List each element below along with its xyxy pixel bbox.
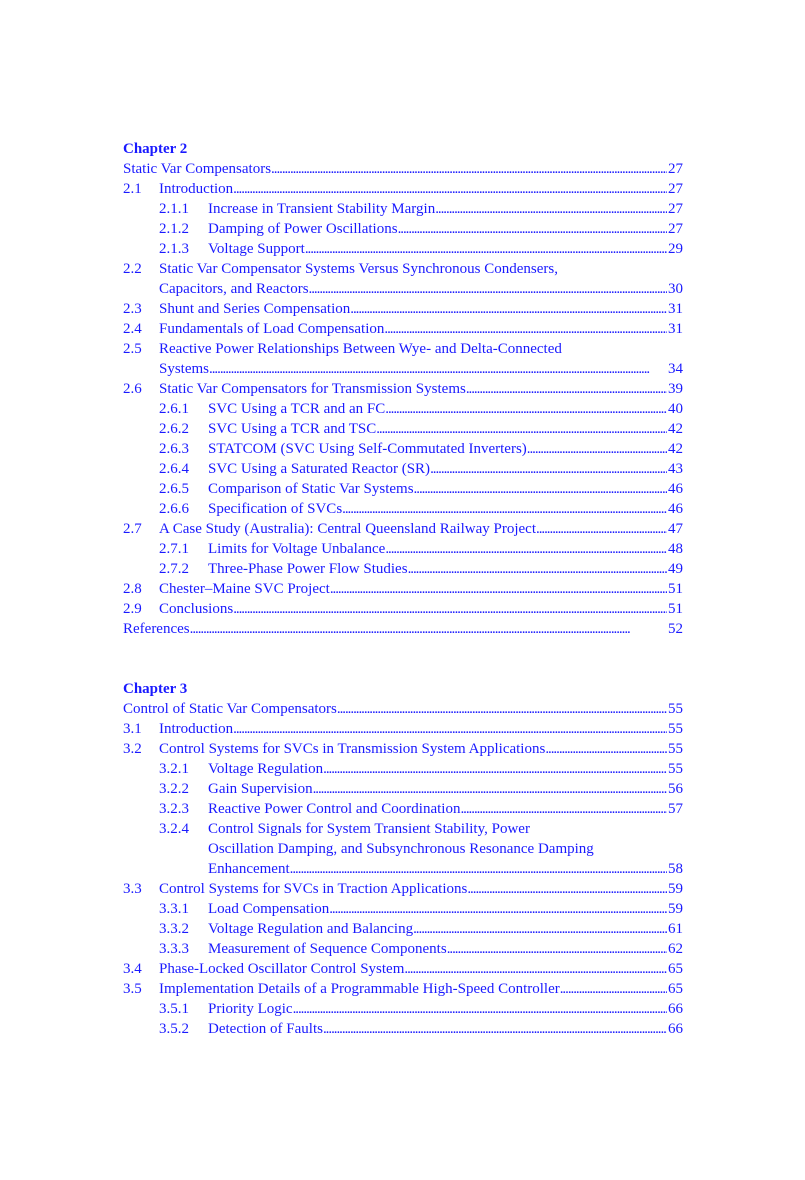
toc-entry[interactable] xyxy=(123,779,683,799)
toc-entry[interactable] xyxy=(123,619,683,639)
title-text: Increase in Transient Stability Margin xyxy=(208,201,436,217)
title-text: SVC Using a TCR and TSC xyxy=(208,421,377,437)
toc-entry[interactable] xyxy=(123,459,683,479)
entry-title xyxy=(159,879,683,899)
toc-entry[interactable] xyxy=(123,1019,683,1039)
section-number: 2.6.2 xyxy=(159,421,189,437)
page-number[interactable]: 51 xyxy=(668,581,683,597)
title-text: Voltage Regulation xyxy=(208,761,324,777)
toc-entry[interactable] xyxy=(123,799,683,819)
title-line xyxy=(208,479,683,499)
dot-leader xyxy=(404,959,667,979)
entry-title xyxy=(123,619,683,639)
title-line xyxy=(159,379,683,399)
entry-title xyxy=(208,399,683,419)
toc-entry[interactable] xyxy=(123,899,683,919)
entry-title xyxy=(123,699,683,719)
dot-leader xyxy=(435,199,667,219)
section-number: 3.2 xyxy=(123,741,142,757)
page-number[interactable]: 48 xyxy=(668,541,683,557)
entry-title xyxy=(159,959,683,979)
title-line xyxy=(159,179,683,199)
entry-title xyxy=(159,319,683,339)
dot-leader xyxy=(408,559,667,579)
title-line xyxy=(208,459,683,479)
toc-entry[interactable] xyxy=(123,959,683,979)
toc-entry[interactable] xyxy=(123,399,683,419)
page-number[interactable]: 29 xyxy=(668,241,683,257)
title-line xyxy=(159,979,683,999)
table-of-contents xyxy=(123,139,683,1079)
toc-entry[interactable] xyxy=(123,239,683,259)
dot-leader xyxy=(545,739,667,759)
title-text: Control Signals for System Transient Stability, Power xyxy=(208,821,530,837)
section-number: 3.4 xyxy=(123,961,142,977)
section-number: 3.5.2 xyxy=(159,1021,189,1037)
title-text: Static Var Compensators xyxy=(123,161,272,177)
section-number: 3.2.3 xyxy=(159,801,189,817)
toc-entry[interactable] xyxy=(123,339,683,379)
title-text: Systems xyxy=(159,361,210,377)
title-line xyxy=(208,419,683,439)
title-text: A Case Study (Australia): Central Queensland Railway Project xyxy=(159,521,536,537)
toc-entry[interactable] xyxy=(123,499,683,519)
entry-title xyxy=(208,759,683,779)
title-text: Fundamentals of Load Compensation xyxy=(159,321,385,337)
page-number[interactable]: 42 xyxy=(668,441,683,457)
title-line xyxy=(208,839,683,859)
dot-leader xyxy=(313,779,667,799)
page-number[interactable]: 47 xyxy=(668,521,683,537)
entry-title xyxy=(159,259,683,299)
dot-leader xyxy=(430,459,667,479)
title-text: Detection of Faults xyxy=(208,1021,323,1037)
toc-entry[interactable] xyxy=(123,579,683,599)
title-text: Comparison of Static Var Systems xyxy=(208,481,414,497)
page-number[interactable]: 57 xyxy=(668,801,683,817)
title-text: Load Compensation xyxy=(208,901,330,917)
dot-leader xyxy=(560,979,667,999)
title-line xyxy=(159,319,683,339)
page-number[interactable]: 55 xyxy=(668,721,683,737)
title-text: Priority Logic xyxy=(208,1001,293,1017)
title-line xyxy=(208,799,683,819)
title-text: Voltage Support xyxy=(208,241,305,257)
toc-entry[interactable] xyxy=(123,479,683,499)
title-line xyxy=(208,779,683,799)
dot-leader xyxy=(337,699,667,719)
title-text: STATCOM (SVC Using Self-Commutated Inverters) xyxy=(208,441,527,457)
section-number: 3.2.4 xyxy=(159,821,189,837)
dot-leader xyxy=(527,439,667,459)
page-number[interactable]: 27 xyxy=(668,161,683,177)
page-number[interactable]: 62 xyxy=(668,941,683,957)
page-number[interactable]: 34 xyxy=(668,361,683,377)
page-number[interactable]: 55 xyxy=(668,701,683,717)
chapter-heading: Chapter 3 xyxy=(123,681,188,697)
title-line xyxy=(159,739,683,759)
page-number[interactable]: 40 xyxy=(668,401,683,417)
title-text: Three-Phase Power Flow Studies xyxy=(208,561,408,577)
title-text: Static Var Compensators for Transmission Systems xyxy=(159,381,466,397)
title-line xyxy=(208,899,683,919)
entry-title xyxy=(123,159,683,179)
entry-title xyxy=(208,539,683,559)
toc-entry[interactable] xyxy=(123,159,683,179)
entry-title xyxy=(208,219,683,239)
entry-title xyxy=(159,519,683,539)
dot-leader xyxy=(293,999,667,1019)
title-text: Capacitors, and Reactors xyxy=(159,281,309,297)
title-line xyxy=(208,759,683,779)
title-line xyxy=(123,619,683,639)
toc-entry[interactable] xyxy=(123,699,683,719)
title-line xyxy=(159,359,683,379)
chapter-section xyxy=(123,139,683,639)
title-text: Chester–Maine SVC Project xyxy=(159,581,330,597)
dot-leader xyxy=(385,539,667,559)
title-line xyxy=(208,199,683,219)
toc-entry[interactable] xyxy=(123,979,683,999)
page-number[interactable]: 59 xyxy=(668,901,683,917)
entry-title xyxy=(208,779,683,799)
entry-title xyxy=(208,199,683,219)
title-line xyxy=(159,279,683,299)
dot-leader xyxy=(209,359,667,379)
section-number: 2.6.4 xyxy=(159,461,189,477)
title-line xyxy=(208,219,683,239)
title-line xyxy=(208,539,683,559)
entry-title xyxy=(208,799,683,819)
toc-entry[interactable] xyxy=(123,819,683,879)
section-number: 3.5 xyxy=(123,981,142,997)
page-number[interactable]: 42 xyxy=(668,421,683,437)
page-number[interactable]: 56 xyxy=(668,781,683,797)
page-number[interactable]: 30 xyxy=(668,281,683,297)
page-number[interactable]: 51 xyxy=(668,601,683,617)
toc-entry[interactable] xyxy=(123,219,683,239)
dot-leader xyxy=(329,899,667,919)
section-number: 2.6.1 xyxy=(159,401,189,417)
toc-entry[interactable] xyxy=(123,299,683,319)
page-number[interactable]: 61 xyxy=(668,921,683,937)
entry-title xyxy=(159,179,683,199)
title-text: Shunt and Series Compensation xyxy=(159,301,351,317)
entry-title xyxy=(208,1019,683,1039)
section-number: 2.1.3 xyxy=(159,241,189,257)
entry-title xyxy=(208,939,683,959)
toc-entry[interactable] xyxy=(123,999,683,1019)
dot-leader xyxy=(460,799,667,819)
section-number: 2.1 xyxy=(123,181,142,197)
section-number: 2.7.1 xyxy=(159,541,189,557)
page-number[interactable]: 27 xyxy=(668,201,683,217)
title-text: Gain Supervision xyxy=(208,781,313,797)
toc-entry[interactable] xyxy=(123,439,683,459)
title-text: Control Systems for SVCs in Traction Applications xyxy=(159,881,468,897)
entry-title xyxy=(208,919,683,939)
section-number: 3.3.1 xyxy=(159,901,189,917)
dot-leader xyxy=(330,579,667,599)
title-text: Conclusions xyxy=(159,601,234,617)
page-number[interactable]: 27 xyxy=(668,221,683,237)
section-number: 2.5 xyxy=(123,341,142,357)
section-number: 3.3.3 xyxy=(159,941,189,957)
entry-title xyxy=(208,999,683,1019)
title-line xyxy=(208,499,683,519)
section-number: 2.1.1 xyxy=(159,201,189,217)
section-number: 2.3 xyxy=(123,301,142,317)
entry-title xyxy=(159,339,683,379)
title-line xyxy=(159,299,683,319)
toc-entry[interactable] xyxy=(123,179,683,199)
entry-title xyxy=(159,299,683,319)
page-number[interactable]: 58 xyxy=(668,861,683,877)
entry-title xyxy=(208,499,683,519)
title-line xyxy=(208,999,683,1019)
title-line xyxy=(159,519,683,539)
title-line xyxy=(208,239,683,259)
dot-leader xyxy=(305,239,667,259)
section-number: 2.8 xyxy=(123,581,142,597)
title-line xyxy=(159,339,683,359)
dot-leader xyxy=(233,179,667,199)
title-line xyxy=(159,259,683,279)
toc-entry[interactable] xyxy=(123,199,683,219)
entry-title xyxy=(208,559,683,579)
dot-leader xyxy=(398,219,667,239)
dot-leader xyxy=(290,859,667,879)
title-line xyxy=(208,439,683,459)
entry-title xyxy=(159,719,683,739)
dot-leader xyxy=(309,279,667,299)
section-number: 2.9 xyxy=(123,601,142,617)
dot-leader xyxy=(350,299,667,319)
title-line xyxy=(159,599,683,619)
dot-leader xyxy=(413,919,667,939)
title-line xyxy=(208,859,683,879)
toc-entry[interactable] xyxy=(123,519,683,539)
dot-leader xyxy=(467,879,667,899)
dot-leader xyxy=(376,419,667,439)
toc-entry[interactable] xyxy=(123,759,683,779)
page-number[interactable]: 59 xyxy=(668,881,683,897)
section-number: 2.2 xyxy=(123,261,142,277)
title-text: SVC Using a Saturated Reactor (SR) xyxy=(208,461,431,477)
entry-title xyxy=(208,459,683,479)
dot-leader xyxy=(233,599,667,619)
entry-title xyxy=(159,579,683,599)
section-number: 2.7 xyxy=(123,521,142,537)
toc-entry[interactable] xyxy=(123,319,683,339)
title-line xyxy=(208,399,683,419)
title-text: Implementation Details of a Programmable High-Speed Controller xyxy=(159,981,560,997)
toc-entry[interactable] xyxy=(123,879,683,899)
section-number: 2.1.2 xyxy=(159,221,189,237)
section-number: 2.6.6 xyxy=(159,501,189,517)
chapter-section xyxy=(123,679,683,1039)
section-number: 2.4 xyxy=(123,321,142,337)
dot-leader xyxy=(414,479,667,499)
toc-entry[interactable] xyxy=(123,419,683,439)
page-number[interactable]: 31 xyxy=(668,321,683,337)
dot-leader xyxy=(323,1019,667,1039)
title-text: Reactive Power Relationships Between Wye- and Delta-Connected xyxy=(159,341,562,357)
dot-leader xyxy=(190,619,667,639)
page-number[interactable]: 39 xyxy=(668,381,683,397)
page-number[interactable]: 65 xyxy=(668,961,683,977)
toc-entry[interactable] xyxy=(123,719,683,739)
section-number: 3.3.2 xyxy=(159,921,189,937)
page-number[interactable]: 55 xyxy=(668,761,683,777)
dot-leader xyxy=(323,759,667,779)
dot-leader xyxy=(466,379,667,399)
title-text: Control Systems for SVCs in Transmission System Applications xyxy=(159,741,546,757)
title-text: SVC Using a TCR and an FC xyxy=(208,401,386,417)
toc-entry[interactable] xyxy=(123,379,683,399)
toc-entry[interactable] xyxy=(123,599,683,619)
section-number: 2.6.3 xyxy=(159,441,189,457)
chapter-heading: Chapter 2 xyxy=(123,141,188,157)
title-line xyxy=(208,1019,683,1039)
section-number: 3.1 xyxy=(123,721,142,737)
entry-title xyxy=(159,379,683,399)
title-text: Static Var Compensator Systems Versus Synchronous Condensers, xyxy=(159,261,559,277)
dot-leader xyxy=(271,159,667,179)
title-line xyxy=(208,559,683,579)
dot-leader xyxy=(384,319,667,339)
title-text: Control of Static Var Compensators xyxy=(123,701,337,717)
section-number: 3.5.1 xyxy=(159,1001,189,1017)
dot-leader xyxy=(385,399,667,419)
dot-leader xyxy=(233,719,667,739)
toc-entry[interactable] xyxy=(123,539,683,559)
title-text: Oscillation Damping, and Subsynchronous Resonance Damping xyxy=(208,841,594,857)
title-text: Enhancement xyxy=(208,861,290,877)
entry-title xyxy=(159,599,683,619)
title-text: References xyxy=(123,621,190,637)
title-line xyxy=(159,719,683,739)
title-text: Limits for Voltage Unbalance xyxy=(208,541,386,557)
section-number: 3.2.1 xyxy=(159,761,189,777)
title-line xyxy=(208,939,683,959)
toc-entry[interactable] xyxy=(123,739,683,759)
page-number[interactable]: 27 xyxy=(668,181,683,197)
entry-title xyxy=(208,419,683,439)
title-line xyxy=(159,579,683,599)
page-number[interactable]: 46 xyxy=(668,501,683,517)
entry-title xyxy=(159,979,683,999)
title-line xyxy=(123,159,683,179)
toc-entry[interactable] xyxy=(123,939,683,959)
section-number: 3.2.2 xyxy=(159,781,189,797)
page-number[interactable]: 52 xyxy=(668,621,683,637)
title-text: Introduction xyxy=(159,721,234,737)
entry-title xyxy=(208,239,683,259)
toc-entry[interactable] xyxy=(123,559,683,579)
title-line xyxy=(123,699,683,719)
page-number[interactable]: 31 xyxy=(668,301,683,317)
title-text: Specification of SVCs xyxy=(208,501,343,517)
page-number[interactable]: 66 xyxy=(668,1021,683,1037)
entry-title xyxy=(208,479,683,499)
dot-leader xyxy=(536,519,667,539)
title-text: Reactive Power Control and Coordination xyxy=(208,801,461,817)
title-line xyxy=(208,919,683,939)
title-text: Introduction xyxy=(159,181,234,197)
entry-title xyxy=(208,439,683,459)
page-number[interactable]: 55 xyxy=(668,741,683,757)
entry-title xyxy=(208,819,683,879)
section-number: 2.7.2 xyxy=(159,561,189,577)
page-number[interactable]: 43 xyxy=(668,461,683,477)
entry-title xyxy=(208,899,683,919)
entry-title xyxy=(159,739,683,759)
title-text: Phase-Locked Oscillator Control System xyxy=(159,961,405,977)
section-number: 3.3 xyxy=(123,881,142,897)
title-text: Damping of Power Oscillations xyxy=(208,221,398,237)
dot-leader xyxy=(342,499,667,519)
toc-entry[interactable] xyxy=(123,919,683,939)
page-number[interactable]: 66 xyxy=(668,1001,683,1017)
section-number: 2.6.5 xyxy=(159,481,189,497)
page-number[interactable]: 49 xyxy=(668,561,683,577)
dot-leader xyxy=(447,939,667,959)
title-line xyxy=(159,879,683,899)
title-line xyxy=(208,819,683,839)
page-number[interactable]: 65 xyxy=(668,981,683,997)
title-line xyxy=(159,959,683,979)
page-number[interactable]: 46 xyxy=(668,481,683,497)
toc-entry[interactable] xyxy=(123,259,683,299)
section-number: 2.6 xyxy=(123,381,142,397)
title-text: Measurement of Sequence Components xyxy=(208,941,447,957)
title-text: Voltage Regulation and Balancing xyxy=(208,921,414,937)
